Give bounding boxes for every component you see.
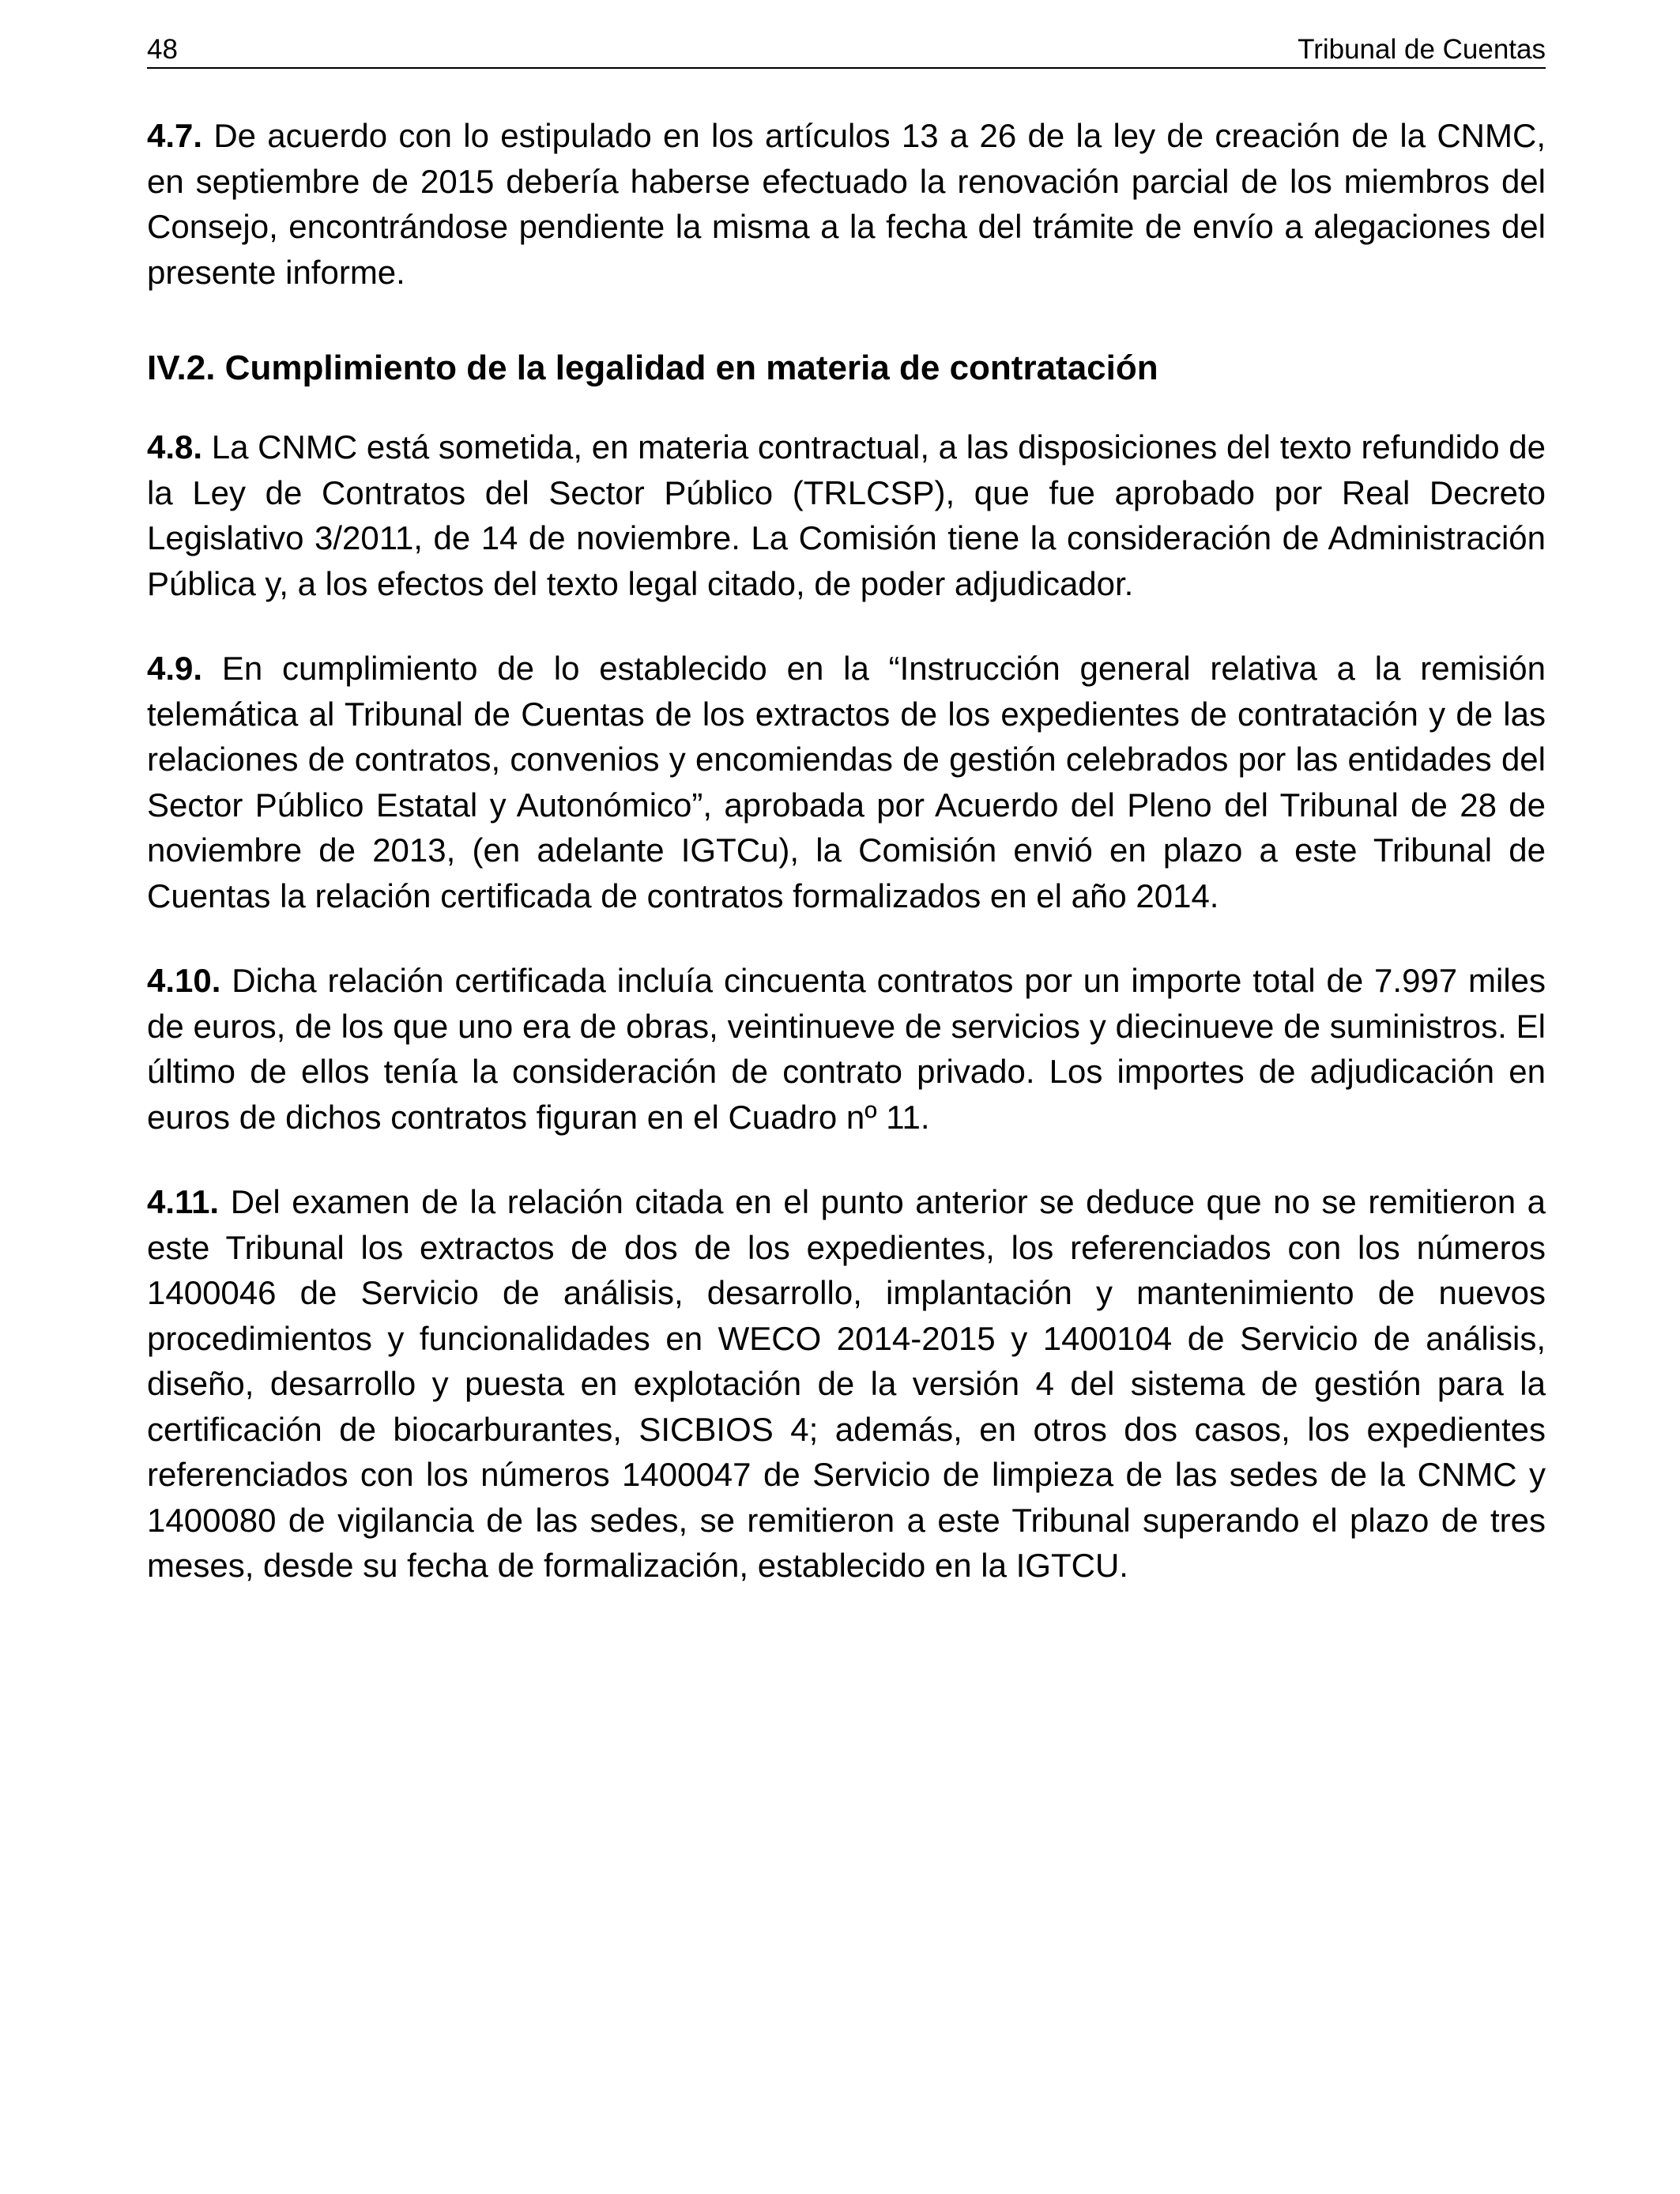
paragraph-text: Dicha relación certificada incluía cincuenta contratos por un importe total de 7.997 miles de euros, de los que uno era de obras, veintinueve de servicios y diecinueve de suministros. El último de ellos tenía la consideración de contrato privado. Los importes de adjudicación en euros de dichos contratos figuran en el Cuadro nº 11. — [147, 962, 1546, 1136]
paragraph-text: Del examen de la relación citada en el punto anterior se deduce que no se remitieron a este Tribunal los extractos de dos de los expedientes, los referenciados con los números 1400046 de Servicio de análisis, desarrollo, implantación y mantenimiento de nuevos procedimientos y funcionalidades en WECO 2014-2015 y 1400104 de Servicio de análisis, diseño, desarrollo y puesta en explotación de la versión 4 del sistema de gestión para la certificación de biocarburantes, SICBIOS 4; además, en otros dos casos, los expedientes referenciados con los números 1400047 de Servicio de limpieza de las sedes de la CNMC y 1400080 de vigilancia de las sedes, se remitieron a este Tribunal superando el plazo de tres meses, desde su fecha de formalización, establecido en la IGTCU. — [147, 1183, 1546, 1584]
paragraph-text: La CNMC está sometida, en materia contractual, a las disposiciones del texto refundido de la Ley de Contratos del Sector Público (TRLCSP), que fue aprobado por Real Decreto Legislativo 3/2011, de 14 de noviembre. La Comisión tiene la consideración de Administración Pública y, a los efectos del texto legal citado, de poder adjudicador. — [147, 428, 1546, 602]
paragraph-4-8 — [147, 424, 1546, 606]
paragraph-number: 4.8. — [147, 428, 203, 466]
paragraph-text: En cumplimiento de lo establecido en la “Instrucción general relativa a la remisión telemática al Tribunal de Cuentas de los extractos de los expedientes de contratación y de las relaciones de contratos, convenios y encomiendas de gestión celebrados por las entidades del Sector Público Estatal y Autonómico”, aprobada por Acuerdo del Pleno del Tribunal de 28 de noviembre de 2013, (en adelante IGTCu), la Comisión envió en plazo a este Tribunal de Cuentas la relación certificada de contratos formalizados en el año 2014. — [147, 650, 1546, 914]
paragraph-4-9 — [147, 646, 1546, 918]
header-title: Tribunal de Cuentas — [1298, 34, 1546, 65]
paragraph-number: 4.11. — [147, 1183, 220, 1220]
paragraph-number: 4.9. — [147, 650, 203, 687]
paragraph-4-11 — [147, 1179, 1546, 1589]
page-number: 48 — [147, 34, 178, 65]
paragraph-number: 4.7. — [147, 117, 203, 154]
paragraph-4-7 — [147, 113, 1546, 295]
page-header — [147, 32, 1546, 69]
paragraph-text: De acuerdo con lo estipulado en los artículos 13 a 26 de la ley de creación de la CNMC, en septiembre de 2015 debería haberse efectuado la renovación parcial de los miembros del Consejo, encontrándose pendiente la misma a la fecha del trámite de envío a alegaciones del presente informe. — [147, 117, 1546, 291]
document-page — [147, 0, 1546, 2194]
paragraph-number: 4.10. — [147, 962, 221, 999]
section-heading: IV.2. Cumplimiento de la legalidad en materia de contratación — [147, 349, 1158, 387]
document-body — [147, 113, 1546, 1628]
paragraph-4-10 — [147, 958, 1546, 1140]
